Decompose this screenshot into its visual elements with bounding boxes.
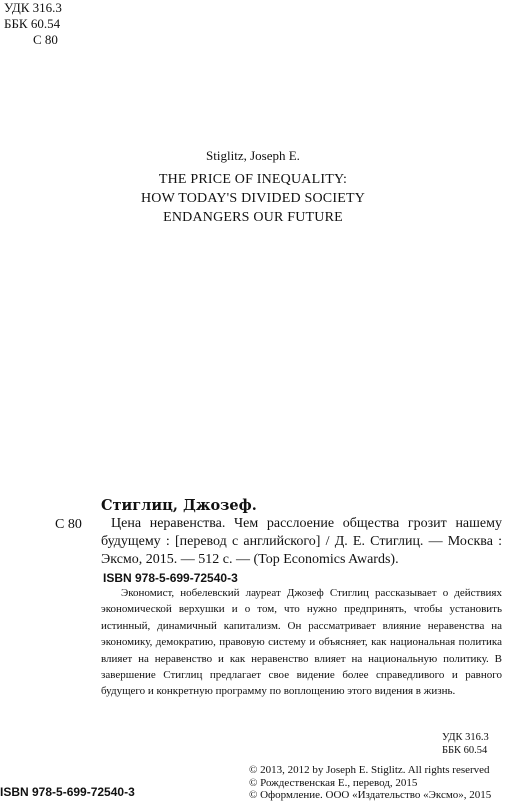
original-title xyxy=(0,170,506,227)
original-title-line: ENDANGERS OUR FUTURE xyxy=(163,210,343,225)
original-title-line: THE PRICE OF INEQUALITY: xyxy=(158,172,348,187)
original-author: Stiglitz, Joseph E. xyxy=(206,148,300,163)
catalog-author-mark: С 80 xyxy=(55,517,82,532)
catalog-isbn: ISBN 978-5-699-72540-3 xyxy=(103,571,238,585)
original-title-line: HOW TODAY'S DIVIDED SOCIETY xyxy=(140,191,366,206)
annotation: Экономист, нобелевский лауреат Джозеф Стиглиц рассказывает о действиях экономической верхушки и о том, что нужно предпринять, чтобы установить истинный, динамичный капитализм. Он рассматривает влияние неравенства на экономику, демократию, правовую систему и объясняет, как национальная политика влияет на неравенство и как неравенство влияет на национальную политику. В завершение Стиглиц предлагает свое видение более справедливого и равного будущего и конкретную программу по воплощению этого видения в жизнь. xyxy=(101,587,502,698)
catalog-bbk: ББК 60.54 xyxy=(442,745,488,756)
catalog-classification xyxy=(442,731,489,757)
catalog-udk: УДК 316.3 xyxy=(442,732,489,743)
isbn-footer: ISBN 978-5-699-72540-3 xyxy=(0,785,135,799)
udk-code: УДК 316.3 xyxy=(4,0,62,15)
classification-block xyxy=(4,0,62,48)
copyright-line: © Рождественская Е., перевод, 2015 xyxy=(249,776,418,789)
bbk-code: ББК 60.54 xyxy=(4,16,61,31)
copyright-line: © 2013, 2012 by Joseph E. Stiglitz. All rights reserved xyxy=(249,764,490,776)
author-mark: С 80 xyxy=(33,32,58,47)
copyright-block xyxy=(249,764,491,802)
catalog-author: Стиглиц, Джозеф. xyxy=(101,497,257,514)
copyright-line: © Оформление. ООО «Издательство «Эксмо», 2015 xyxy=(249,789,492,801)
catalog-description: Цена неравенства. Чем расслоение общества грозит нашему будущему : [перевод с английского] / Д. Е. Стиглиц. — Москва : Эксмо, 2015. — 512 с. — (Top Economics Awards). xyxy=(101,516,502,567)
